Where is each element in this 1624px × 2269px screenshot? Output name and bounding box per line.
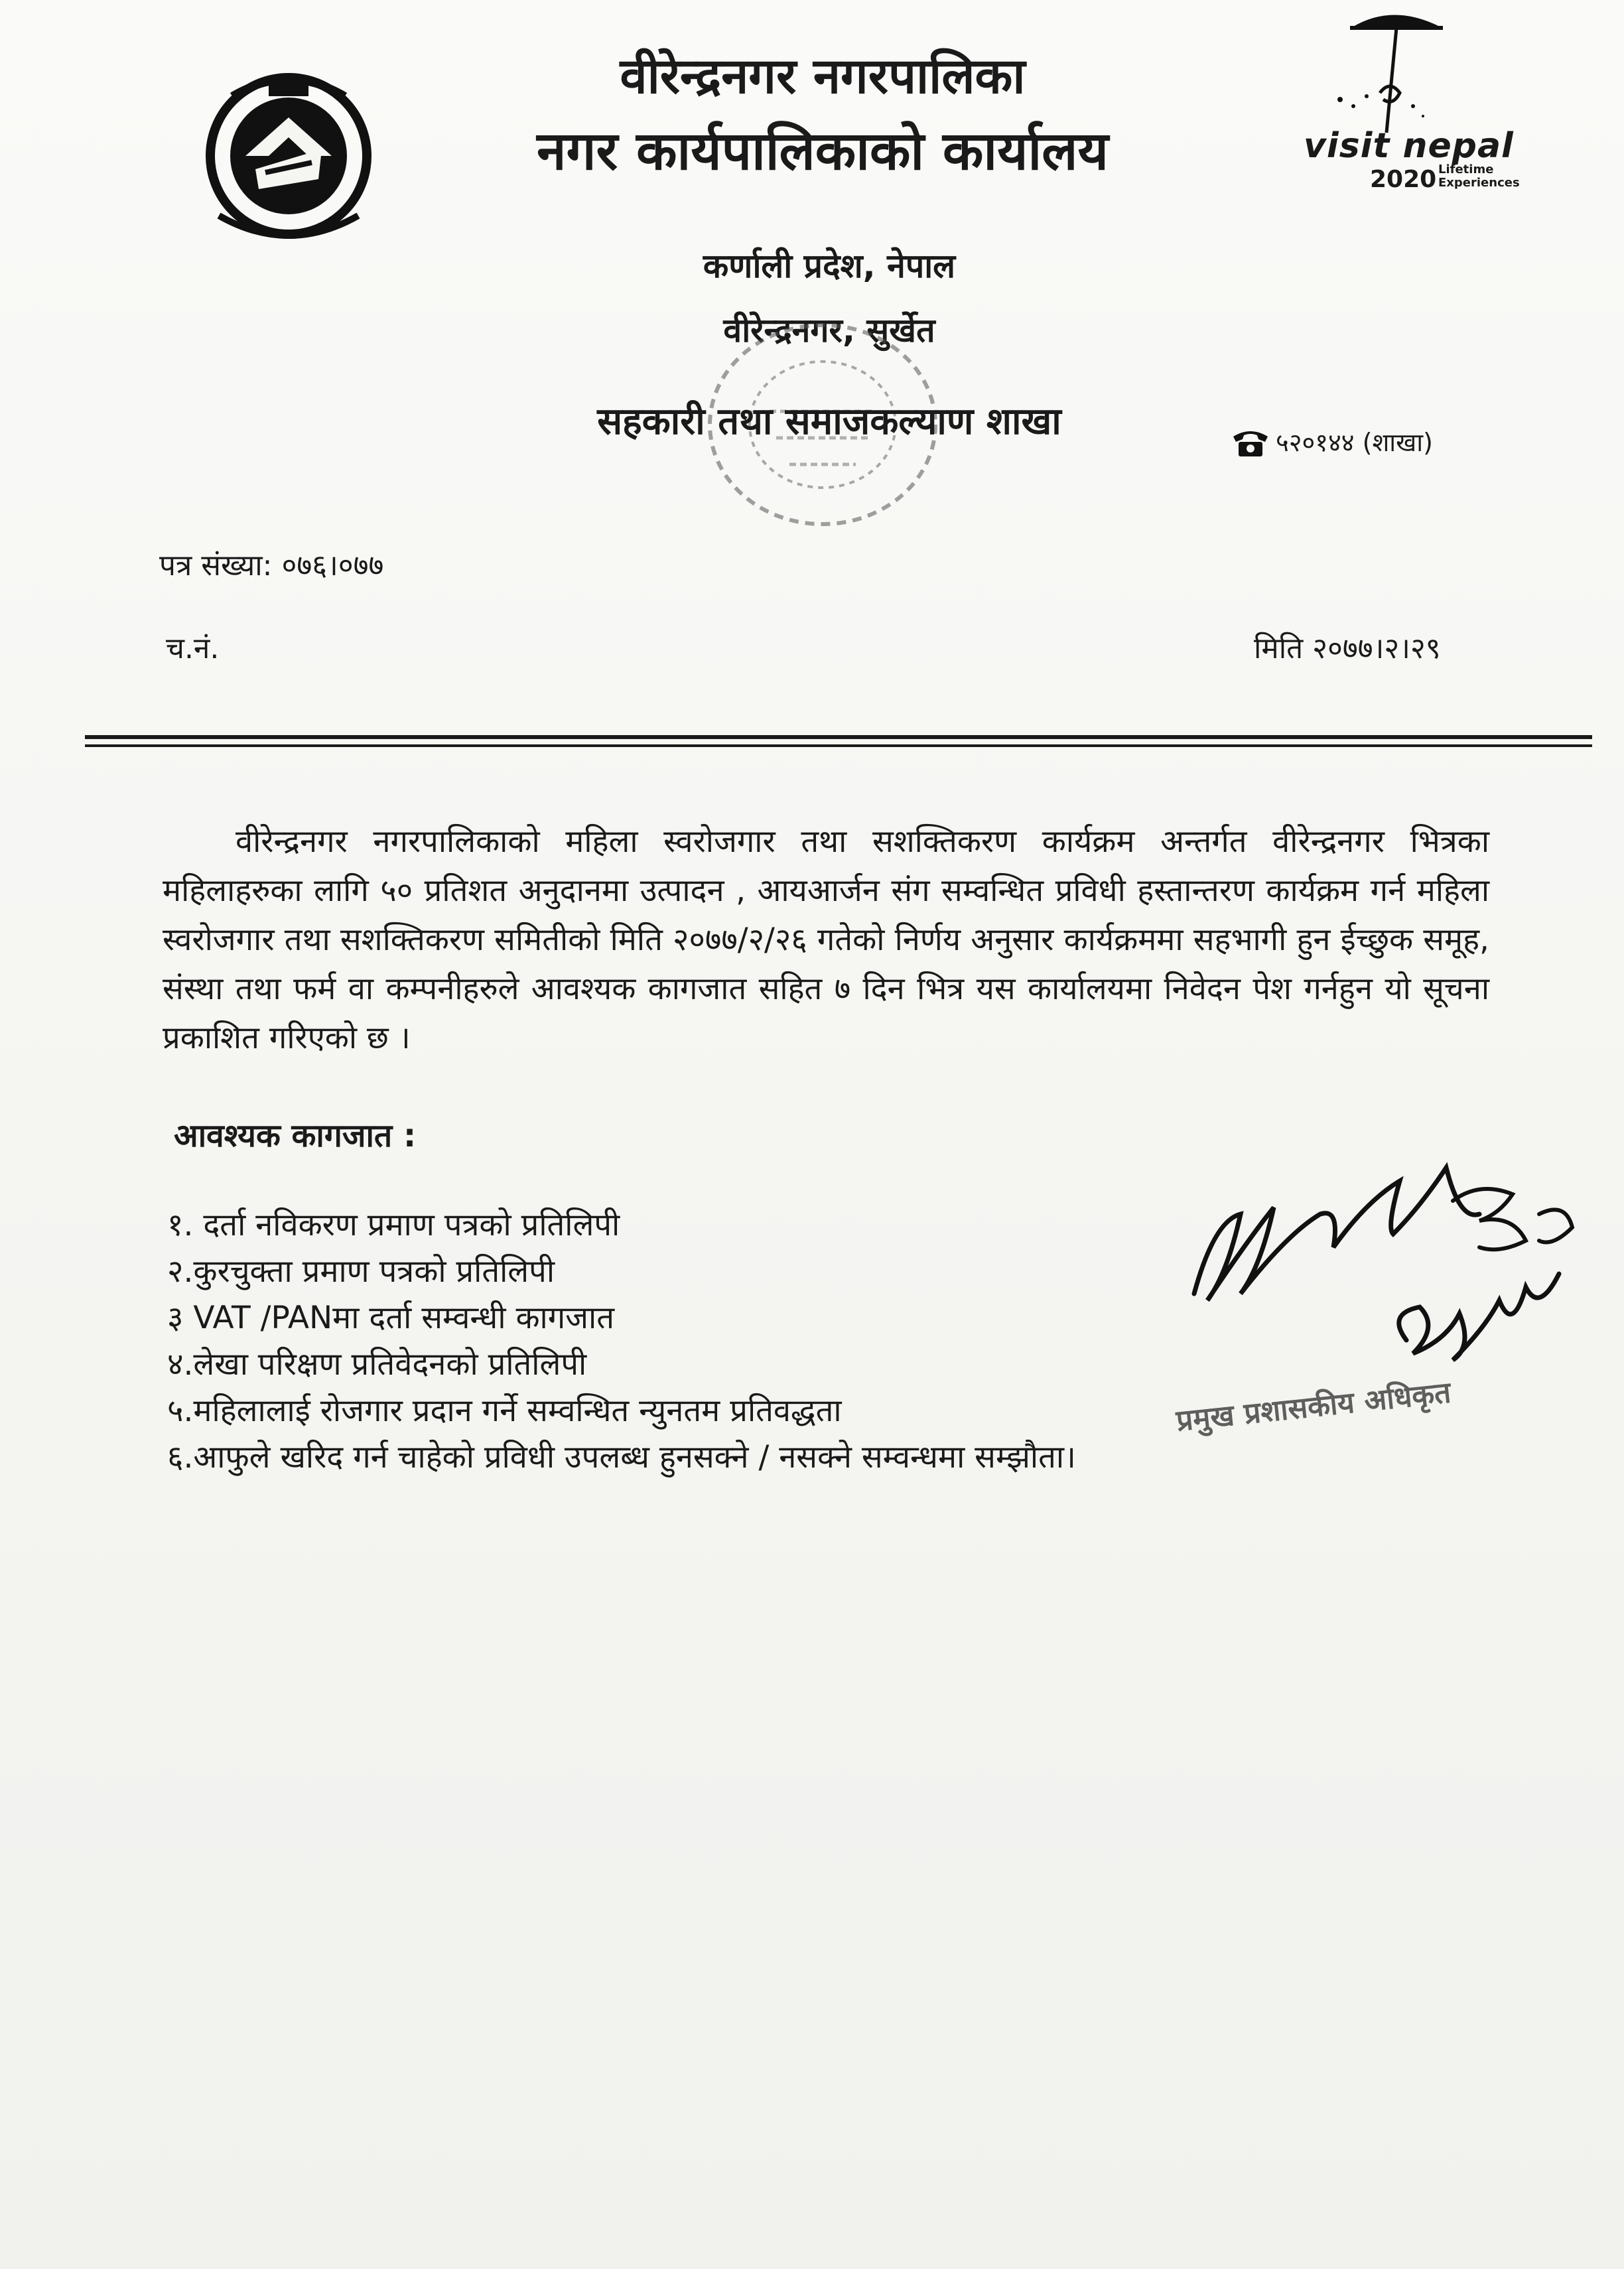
province-line: कर्णाली प्रदेश, नेपाल: [703, 247, 956, 285]
header-divider-secondary: [85, 744, 1592, 747]
documents-heading: आवश्यक कागजात :: [174, 1117, 417, 1154]
signatory-title: प्रमुख प्रशासकीय अधिकृत: [1174, 1375, 1453, 1438]
document-item: २.कुरचुक्ता प्रमाण पत्रको प्रतिलिपी: [167, 1253, 555, 1290]
visit-nepal-text: visit nepal: [1304, 126, 1514, 166]
reference-number: पत्र संख्या: ०७६।०७७: [159, 549, 384, 583]
document-item: ५.महिलालाई रोजगार प्रदान गर्ने सम्वन्धित न्युनतम प्रतिवद्धता: [167, 1393, 842, 1429]
handwritten-signature-icon: [1168, 1141, 1592, 1407]
document-item: ६.आफुले खरिद गर्न चाहेको प्रविधी उपलब्ध हुनसक्ने / नसक्ने सम्वन्धमा सम्झौता।: [167, 1439, 1076, 1476]
document-item: १. दर्ता नविकरण प्रमाण पत्रको प्रतिलिपी: [167, 1207, 620, 1243]
phone-block: [1231, 425, 1433, 459]
header-divider: [85, 735, 1592, 739]
government-emblem-icon: [192, 56, 385, 249]
office-name: नगर कार्यपालिकाको कार्यालय: [537, 120, 1109, 182]
city-line: वीरेन्द्रनगर, सुर्खेत: [723, 311, 935, 350]
dispatch-number: च.नं.: [166, 632, 220, 665]
visit-nepal-year: 2020: [1370, 166, 1437, 193]
branch-name: सहकारी तथा समाजकल्याण शाखा: [597, 400, 1061, 443]
phone-number: ५२०१४४ (शाखा): [1276, 428, 1433, 457]
telephone-icon: [1231, 426, 1270, 458]
document-item: ३ VAT /PANमा दर्ता सम्वन्धी कागजात: [167, 1300, 615, 1336]
document-item: ४.लेखा परिक्षण प्रतिवेदनको प्रतिलिपी: [167, 1346, 587, 1383]
letter-date: मिति २०७७।२।२९: [1254, 632, 1441, 665]
visit-nepal-tagline: Lifetime Experiences: [1438, 163, 1520, 190]
municipality-name: वीरेन्द्रनगर नगरपालिका: [620, 48, 1026, 105]
notice-paragraph: वीरेन्द्रनगर नगरपालिकाको महिला स्वरोजगार तथा सशक्तिकरण कार्यक्रम अन्तर्गत वीरेन्द्रनगर भित्रका महिलाहरुका लागि ५० प्रतिशत अनुदानमा उत्पादन , आयआर्जन संग सम्वन्धित प्रविधी हस्तान्तरण कार्यक्रम गर्न महिला स्वरोजगार तथा सशक्तिकरण समितीको मिति २०७७/२/२६ गतेको निर्णय अनुसार कार्यक्रममा सहभागी हुन ईच्छुक समूह, संस्था तथा फर्म वा कम्पनीहरुले आवश्यक कागजात सहित ७ दिन भित्र यस कार्यालयमा निवेदन पेश गर्नहुन यो सूचना प्रकाशित गरिएको छ ।: [163, 823, 1489, 1056]
